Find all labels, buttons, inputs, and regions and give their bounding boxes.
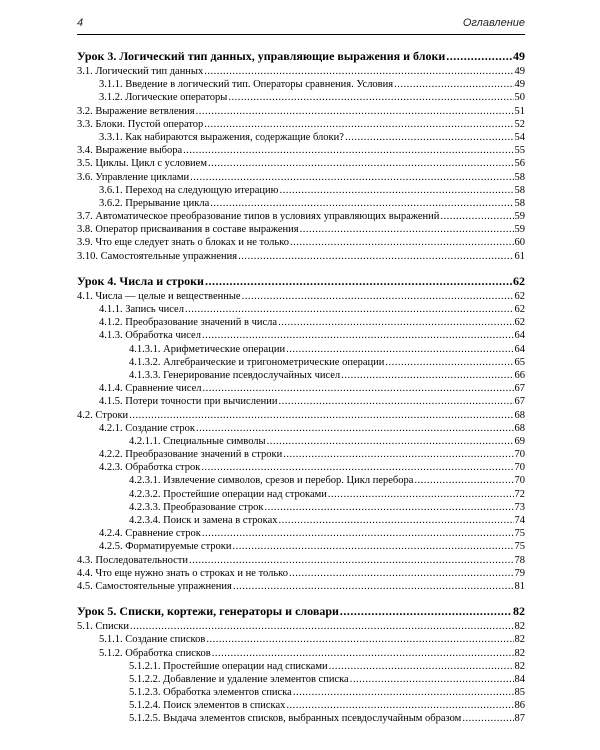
toc-entry-title: 4.2.1. Создание строк bbox=[99, 422, 195, 434]
toc-entry-page: 79 bbox=[514, 567, 525, 579]
toc-entry-title: 4.2.3.2. Простейшие операции над строками bbox=[129, 488, 327, 500]
toc-entry bbox=[77, 647, 525, 660]
toc-entry-title: 3.6.2. Прерывание цикла bbox=[99, 197, 210, 209]
toc-entry bbox=[77, 514, 525, 527]
toc-entry bbox=[77, 382, 525, 395]
toc-entry bbox=[77, 567, 525, 580]
toc-entry-page: 49 bbox=[514, 79, 525, 91]
toc-entry-title: 3.3.1. Как набираются выражения, содержащие блоки? bbox=[99, 131, 344, 143]
toc-leader-dots bbox=[204, 65, 513, 78]
table-of-contents bbox=[77, 48, 525, 726]
toc-entry-page: 62 bbox=[514, 304, 525, 315]
toc-entry bbox=[77, 65, 525, 78]
toc-entry-page: 78 bbox=[514, 554, 525, 566]
toc-leader-dots bbox=[283, 448, 513, 461]
toc-entry bbox=[77, 461, 525, 474]
toc-entry-title: 4.1.2. Преобразование значений в числа bbox=[99, 317, 278, 329]
toc-leader-dots bbox=[201, 461, 513, 474]
toc-entry-title: 4.1. Числа — целые и вещественные bbox=[77, 290, 241, 302]
toc-entry-title: 3.10. Самостоятельные упражнения bbox=[77, 250, 238, 262]
toc-leader-dots bbox=[129, 409, 513, 422]
toc-chapter-heading bbox=[77, 273, 525, 290]
toc-entry bbox=[77, 303, 525, 316]
toc-leader-dots bbox=[279, 184, 513, 197]
toc-entry-title: 4.1.3. Обработка чисел bbox=[99, 330, 201, 342]
toc-leader-dots bbox=[329, 660, 514, 673]
toc-entry bbox=[77, 290, 525, 303]
toc-entry-title: 4.1.5. Потери точности при вычислении bbox=[99, 396, 278, 408]
toc-entry-title: 3.1. Логический тип данных bbox=[77, 66, 204, 77]
toc-leader-dots bbox=[264, 501, 513, 514]
toc-entry-page: 75 bbox=[514, 541, 525, 553]
toc-entry-title: 3.6.1. Переход на следующую итерацию bbox=[99, 184, 279, 196]
toc-leader-dots bbox=[210, 197, 513, 210]
toc-entry-page: 52 bbox=[514, 118, 525, 130]
toc-entry bbox=[77, 527, 525, 540]
toc-entry-title: 4.2.3.1. Извлечение символов, срезов и перебор. Цикл перебора bbox=[129, 475, 414, 487]
toc-leader-dots bbox=[278, 316, 513, 329]
toc-leader-dots bbox=[196, 422, 514, 435]
toc-leader-dots bbox=[289, 567, 514, 580]
toc-leader-dots bbox=[286, 699, 513, 712]
toc-leader-dots bbox=[233, 580, 514, 593]
toc-chapter-heading bbox=[77, 48, 525, 65]
toc-entry-title: 4.1.3.3. Генерирование псевдослучайных чисел bbox=[129, 369, 341, 381]
toc-entry bbox=[77, 448, 525, 461]
toc-leader-dots bbox=[345, 131, 514, 144]
toc-entry-page: 68 bbox=[514, 422, 525, 434]
toc-entry-page: 55 bbox=[514, 145, 525, 157]
toc-entry bbox=[77, 474, 525, 487]
toc-entry-title: 4.2.1.1. Специальные символы bbox=[129, 435, 266, 447]
toc-entry-page: 82 bbox=[514, 660, 525, 672]
toc-chapter-page: 62 bbox=[513, 273, 525, 288]
toc-leader-dots bbox=[203, 382, 514, 395]
toc-leader-dots bbox=[205, 273, 512, 290]
toc-entry-title: 5.1. Списки bbox=[77, 621, 129, 633]
toc-entry-title: 3.1.2. Логические операторы bbox=[99, 92, 228, 104]
toc-entry-page: 75 bbox=[514, 528, 525, 540]
toc-entry-title: 4.1.4. Сравнение чисел bbox=[99, 383, 202, 395]
toc-leader-dots bbox=[233, 540, 514, 553]
toc-entry-page: 84 bbox=[514, 673, 525, 685]
toc-entry-page: 59 bbox=[514, 211, 525, 223]
toc-entry-title: 3.7. Автоматическое преобразование типов в условиях управляющих выражений bbox=[77, 211, 440, 223]
toc-entry-title: 4.4. Что еще нужно знать о строках и не только bbox=[77, 567, 288, 579]
toc-entry bbox=[77, 144, 525, 157]
toc-leader-dots bbox=[350, 673, 514, 686]
toc-entry bbox=[77, 620, 525, 633]
toc-entry bbox=[77, 501, 525, 514]
toc-entry-title: 5.1.2. Обработка списков bbox=[99, 647, 211, 659]
toc-entry-title: 3.3. Блоки. Пустой оператор bbox=[77, 118, 204, 130]
running-title: Оглавление bbox=[462, 17, 525, 29]
toc-leader-dots bbox=[183, 144, 513, 157]
toc-leader-dots bbox=[394, 78, 513, 91]
toc-leader-dots bbox=[185, 303, 514, 316]
toc-entry bbox=[77, 118, 525, 131]
toc-entry-page: 87 bbox=[514, 713, 525, 725]
toc-entry bbox=[77, 699, 525, 712]
toc-entry-title: 3.8. Оператор присваивания в составе выражения bbox=[77, 224, 299, 236]
toc-entry-page: 58 bbox=[514, 197, 525, 209]
running-header bbox=[77, 14, 525, 34]
toc-entry-title: 4.1.1. Запись чисел bbox=[99, 304, 184, 315]
toc-entry-title: 4.1.3.2. Алгебраические и тригонометрические операции bbox=[129, 356, 385, 368]
toc-entry-page: 62 bbox=[514, 317, 525, 329]
toc-entry bbox=[77, 316, 525, 329]
toc-leader-dots bbox=[202, 527, 514, 540]
toc-entry bbox=[77, 343, 525, 356]
toc-entry-title: 4.2.4. Сравнение строк bbox=[99, 528, 201, 540]
toc-chapter-heading bbox=[77, 603, 525, 620]
toc-chapter-title: Урок 3. Логический тип данных, управляющие выражения и блоки bbox=[77, 49, 446, 63]
toc-entry-page: 60 bbox=[514, 237, 525, 249]
toc-entry bbox=[77, 105, 525, 118]
page-number: 4 bbox=[77, 17, 84, 29]
toc-leader-dots bbox=[196, 105, 514, 118]
toc-entry-page: 64 bbox=[514, 343, 525, 355]
toc-leader-dots bbox=[238, 250, 513, 263]
toc-entry-page: 65 bbox=[514, 356, 525, 368]
toc-chapter-page: 82 bbox=[513, 604, 525, 619]
toc-entry bbox=[77, 422, 525, 435]
toc-leader-dots bbox=[446, 48, 512, 65]
toc-entry-page: 82 bbox=[514, 647, 525, 659]
toc-entry-title: 5.1.2.5. Выдача элементов списков, выбранных псевдослучайным образом bbox=[129, 713, 462, 725]
toc-entry bbox=[77, 673, 525, 686]
toc-entry-page: 56 bbox=[514, 158, 525, 170]
toc-leader-dots bbox=[212, 647, 514, 660]
toc-leader-dots bbox=[328, 488, 514, 501]
toc-leader-dots bbox=[267, 435, 514, 448]
toc-entry-title: 3.6. Управление циклами bbox=[77, 171, 190, 183]
toc-leader-dots bbox=[300, 223, 514, 236]
toc-entry-title: 3.9. Что еще следует знать о блоках и не только bbox=[77, 237, 289, 249]
toc-entry-title: 5.1.2.4. Поиск элементов в списках bbox=[129, 700, 286, 712]
toc-entry-title: 3.1.1. Введение в логический тип. Операторы сравнения. Условия bbox=[99, 79, 394, 91]
toc-chapter-title: Урок 5. Списки, кортежи, генераторы и словари bbox=[77, 604, 339, 619]
toc-leader-dots bbox=[190, 171, 513, 184]
toc-entry-title: 4.5. Самостоятельные упражнения bbox=[77, 580, 232, 592]
toc-entry-page: 61 bbox=[514, 250, 525, 262]
toc-entry bbox=[77, 223, 525, 236]
toc-entry bbox=[77, 91, 525, 104]
toc-leader-dots bbox=[228, 91, 513, 104]
toc-entry-title: 4.2.5. Форматируемые строки bbox=[99, 541, 232, 553]
toc-entry bbox=[77, 435, 525, 448]
toc-entry-page: 67 bbox=[514, 396, 525, 408]
toc-entry-page: 58 bbox=[514, 184, 525, 196]
toc-entry-page: 70 bbox=[514, 449, 525, 461]
toc-leader-dots bbox=[385, 356, 513, 369]
toc-entry bbox=[77, 131, 525, 144]
toc-entry-page: 58 bbox=[514, 171, 525, 183]
toc-entry bbox=[77, 488, 525, 501]
toc-entry-page: 73 bbox=[514, 501, 525, 513]
toc-entry-page: 67 bbox=[514, 383, 525, 395]
toc-leader-dots bbox=[278, 395, 513, 408]
toc-entry bbox=[77, 540, 525, 553]
toc-entry-page: 49 bbox=[514, 66, 525, 77]
toc-entry bbox=[77, 712, 525, 725]
toc-leader-dots bbox=[286, 343, 513, 356]
toc-leader-dots bbox=[340, 603, 512, 620]
toc-entry-title: 5.1.2.2. Добавление и удаление элементов списка bbox=[129, 673, 349, 685]
toc-leader-dots bbox=[242, 290, 514, 303]
toc-entry-page: 85 bbox=[514, 687, 525, 699]
toc-entry bbox=[77, 633, 525, 646]
toc-entry-title: 4.1.3.1. Арифметические операции bbox=[129, 343, 286, 355]
toc-entry bbox=[77, 236, 525, 249]
toc-leader-dots bbox=[206, 633, 513, 646]
toc-entry bbox=[77, 171, 525, 184]
toc-entry-title: 4.3. Последовательности bbox=[77, 554, 188, 566]
toc-entry bbox=[77, 369, 525, 382]
toc-chapter-page: 49 bbox=[513, 49, 525, 63]
toc-entry bbox=[77, 395, 525, 408]
toc-entry-title: 5.1.2.3. Обработка элементов списка bbox=[129, 687, 292, 699]
toc-entry bbox=[77, 356, 525, 369]
toc-leader-dots bbox=[414, 474, 513, 487]
toc-entry bbox=[77, 250, 525, 263]
toc-entry-page: 81 bbox=[514, 580, 525, 592]
toc-entry-page: 68 bbox=[514, 409, 525, 421]
toc-chapter-title: Урок 4. Числа и строки bbox=[77, 273, 204, 288]
toc-entry-title: 4.2. Строки bbox=[77, 409, 129, 421]
toc-entry-title: 4.2.3.4. Поиск и замена в строках bbox=[129, 515, 278, 526]
toc-entry bbox=[77, 686, 525, 699]
toc-leader-dots bbox=[462, 712, 513, 725]
toc-entry-page: 64 bbox=[514, 330, 525, 342]
header-rule bbox=[77, 34, 525, 35]
toc-entry-page: 82 bbox=[514, 621, 525, 633]
toc-leader-dots bbox=[130, 620, 514, 633]
toc-entry-page: 72 bbox=[514, 488, 525, 500]
toc-entry-page: 59 bbox=[514, 224, 525, 236]
toc-leader-dots bbox=[290, 236, 514, 249]
toc-entry bbox=[77, 660, 525, 673]
toc-entry bbox=[77, 210, 525, 223]
toc-entry-title: 3.4. Выражение выбора bbox=[77, 145, 183, 157]
toc-leader-dots bbox=[204, 118, 513, 131]
toc-entry bbox=[77, 78, 525, 91]
toc-entry bbox=[77, 554, 525, 567]
toc-entry-title: 3.2. Выражение ветвления bbox=[77, 105, 195, 117]
toc-entry-page: 54 bbox=[514, 131, 525, 143]
toc-entry-title: 3.5. Циклы. Цикл с условием bbox=[77, 158, 207, 170]
toc-entry-page: 51 bbox=[514, 105, 525, 117]
toc-entry bbox=[77, 184, 525, 197]
toc-leader-dots bbox=[341, 369, 513, 382]
toc-leader-dots bbox=[440, 210, 513, 223]
toc-leader-dots bbox=[293, 686, 514, 699]
toc-entry-page: 86 bbox=[514, 700, 525, 712]
toc-entry-title: 4.2.3.3. Преобразование строк bbox=[129, 501, 264, 513]
toc-leader-dots bbox=[279, 514, 514, 527]
toc-entry-title: 5.1.2.1. Простейшие операции над списками bbox=[129, 660, 328, 672]
toc-entry-page: 62 bbox=[514, 290, 525, 302]
toc-entry bbox=[77, 580, 525, 593]
toc-entry bbox=[77, 329, 525, 342]
toc-entry-page: 74 bbox=[514, 515, 525, 526]
toc-leader-dots bbox=[202, 329, 514, 342]
toc-entry-page: 69 bbox=[514, 435, 525, 447]
toc-entry bbox=[77, 409, 525, 422]
toc-entry-page: 50 bbox=[514, 92, 525, 104]
toc-entry-title: 4.2.2. Преобразование значений в строки bbox=[99, 449, 283, 461]
toc-entry-page: 70 bbox=[514, 475, 525, 487]
toc-entry-page: 70 bbox=[514, 462, 525, 474]
toc-leader-dots bbox=[208, 157, 514, 170]
toc-entry-title: 4.2.3. Обработка строк bbox=[99, 462, 201, 474]
toc-leader-dots bbox=[189, 554, 514, 567]
toc-entry-page: 66 bbox=[514, 369, 525, 381]
toc-entry-page: 82 bbox=[514, 634, 525, 646]
toc-entry bbox=[77, 157, 525, 170]
toc-entry bbox=[77, 197, 525, 210]
toc-entry-title: 5.1.1. Создание списков bbox=[99, 634, 206, 646]
